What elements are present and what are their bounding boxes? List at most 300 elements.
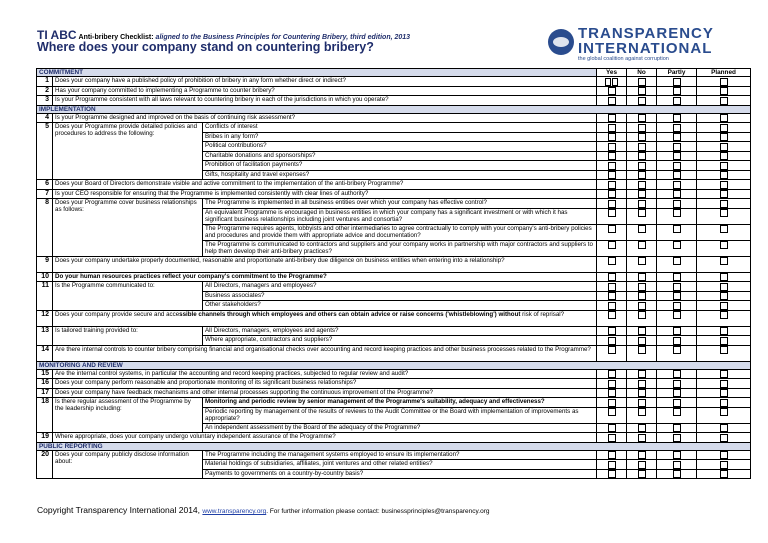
question-text: Are the internal control systems, in particular the accounting and record keeping practices, subjected to regular review and audit?: [53, 369, 597, 379]
yes-cell: [597, 161, 627, 171]
yes-cell: [597, 388, 627, 398]
checkbox[interactable]: [720, 283, 728, 291]
checkbox[interactable]: [608, 408, 616, 416]
section-row: [37, 361, 751, 369]
yes-cell: [597, 123, 627, 133]
no-cell: [627, 398, 657, 408]
checkbox[interactable]: [638, 292, 646, 300]
planned-cell: [697, 388, 751, 398]
question-number: 16: [37, 379, 53, 389]
table-row: [37, 379, 751, 389]
checkbox[interactable]: [638, 273, 646, 281]
checkbox[interactable]: [720, 424, 728, 432]
checkbox[interactable]: [673, 225, 681, 233]
sub-item: Payments to governments on a country-by-country basis?: [203, 469, 597, 479]
sub-item: The Programme including the management systems employed to ensure its implementation?: [203, 450, 597, 460]
checkbox[interactable]: [673, 389, 681, 397]
checkbox[interactable]: [720, 292, 728, 300]
no-cell: [627, 77, 657, 87]
sub-item-text: The Programme requires agents, lobbyists and other intermediaries to agree contractually to comply with your company's anti-: [205, 224, 551, 232]
yes-cell: [597, 469, 627, 479]
no-cell: [627, 369, 657, 379]
checkbox[interactable]: [608, 225, 616, 233]
no-cell: [627, 240, 657, 256]
table-row: [37, 96, 751, 106]
checkbox[interactable]: [673, 87, 681, 95]
question-text: Is there regular assessment of the Programme by the leadership including:: [53, 398, 203, 433]
checkbox[interactable]: [608, 200, 616, 208]
question-text: Does your Board of Directors demonstrate visible and active commitment to the implementation of the anti-bribery Programme?: [53, 180, 597, 190]
checkbox[interactable]: [673, 434, 681, 442]
checkbox[interactable]: [673, 114, 681, 122]
checkbox[interactable]: [673, 283, 681, 291]
question-number: 1: [37, 77, 53, 87]
checkbox[interactable]: [720, 327, 728, 335]
checkbox[interactable]: [638, 283, 646, 291]
checkbox[interactable]: [608, 434, 616, 442]
question-number: 10: [37, 272, 53, 282]
sub-item: The Programme is communicated to contractors and suppliers and your company works in partnership with major contractors and suppliers to help them develop their anti-bribery practices?: [203, 240, 597, 256]
checkbox[interactable]: [720, 434, 728, 442]
checkbox[interactable]: [673, 370, 681, 378]
no-cell: [627, 123, 657, 133]
checkbox[interactable]: [720, 171, 728, 179]
no-cell: [627, 272, 657, 282]
checkbox[interactable]: [673, 461, 681, 469]
partly-cell: [657, 345, 697, 361]
planned-cell: [697, 189, 751, 199]
planned-cell: [697, 113, 751, 123]
checkbox[interactable]: [720, 143, 728, 151]
checkbox[interactable]: [608, 162, 616, 170]
question-text: Where appropriate, does your company undergo voluntary independent assurance of the Programme?: [53, 433, 597, 443]
checkbox[interactable]: [673, 78, 681, 86]
partly-cell: [657, 433, 697, 443]
contact-text: . For further information please contact: businessprinciples@transparency.org: [266, 508, 490, 515]
checkbox[interactable]: [638, 78, 646, 86]
no-cell: [627, 132, 657, 142]
question-number: 5: [37, 123, 53, 180]
yes-cell: [597, 142, 627, 152]
checkbox[interactable]: [638, 346, 646, 354]
checkbox[interactable]: [638, 124, 646, 132]
yes-cell: [597, 291, 627, 301]
section-row: [37, 69, 751, 77]
checkbox[interactable]: [720, 241, 728, 249]
yes-cell: [597, 132, 627, 142]
checkbox[interactable]: [673, 302, 681, 310]
checkbox[interactable]: [720, 87, 728, 95]
checkbox[interactable]: [720, 451, 728, 459]
partly-cell: [657, 369, 697, 379]
table-row: [37, 180, 751, 190]
col-planned: Planned: [697, 69, 751, 77]
checkbox[interactable]: [638, 143, 646, 151]
checkbox[interactable]: [720, 181, 728, 189]
question-text: Does your company have a published policy of prohibition of bribery in any form whether direct or indirect?: [53, 77, 597, 87]
table-row: [37, 113, 751, 123]
subtitle-bold: Anti-bribery Checklist:: [78, 34, 154, 41]
question-number: 12: [37, 310, 53, 326]
checkbox[interactable]: [608, 114, 616, 122]
sub-item: Other stakeholders?: [203, 301, 597, 311]
checkbox[interactable]: [608, 470, 616, 478]
checkbox[interactable]: [673, 133, 681, 141]
checkbox[interactable]: [638, 152, 646, 160]
planned-cell: [697, 336, 751, 346]
question-number: 18: [37, 398, 53, 433]
planned-cell: [697, 151, 751, 161]
question-text: Does your Programme cover business relationships as follows:: [53, 199, 203, 257]
table-row: [37, 123, 751, 133]
partly-cell: [657, 310, 697, 326]
checkbox[interactable]: [720, 380, 728, 388]
checkbox[interactable]: [720, 200, 728, 208]
checkbox[interactable]: [638, 225, 646, 233]
yes-cell: [597, 240, 627, 256]
no-cell: [627, 208, 657, 224]
checkbox[interactable]: [673, 143, 681, 151]
subtitle-italic: aligned to the Business Principles for Countering Bribery, third edition, 2013: [155, 34, 411, 41]
question-text: Does your company publicly disclose information about:: [53, 450, 203, 479]
yes-cell: [597, 336, 627, 346]
logo-line2: INTERNATIONAL: [578, 40, 713, 57]
yes-cell: [597, 433, 627, 443]
table-row: [37, 256, 751, 272]
yes-cell: [597, 450, 627, 460]
checkbox[interactable]: [608, 370, 616, 378]
no-cell: [627, 113, 657, 123]
partly-cell: [657, 282, 697, 292]
checkbox[interactable]: [608, 152, 616, 160]
checkbox[interactable]: [720, 97, 728, 105]
partly-cell: [657, 379, 697, 389]
planned-cell: [697, 161, 751, 171]
checkbox[interactable]: [638, 209, 646, 217]
table-row: [37, 398, 751, 408]
no-cell: [627, 161, 657, 171]
partly-cell: [657, 208, 697, 224]
checkbox[interactable]: [608, 292, 616, 300]
no-cell: [627, 291, 657, 301]
checkbox[interactable]: [673, 408, 681, 416]
checkbox[interactable]: [608, 424, 616, 432]
question-number: 3: [37, 96, 53, 106]
no-cell: [627, 310, 657, 326]
col-no: No: [627, 69, 657, 77]
no-cell: [627, 326, 657, 336]
yes-cell: [597, 407, 627, 423]
checkbox[interactable]: [608, 380, 616, 388]
checkbox[interactable]: [720, 209, 728, 217]
col-yes: Yes: [597, 69, 627, 77]
table-row: [37, 86, 751, 96]
yes-cell: [597, 301, 627, 311]
question-text: Is your Programme consistent with all laws relevant to countering bribery in each of the jurisdictions in which you operate?: [53, 96, 597, 106]
checkbox[interactable]: [673, 311, 681, 319]
partly-cell: [657, 469, 697, 479]
checkbox[interactable]: [608, 273, 616, 281]
checkbox[interactable]: [608, 181, 616, 189]
section-title: PUBLIC REPORTING: [37, 442, 751, 450]
checkbox[interactable]: [608, 283, 616, 291]
checkbox[interactable]: [608, 399, 616, 407]
checkbox[interactable]: [608, 143, 616, 151]
partly-cell: [657, 113, 697, 123]
partly-cell: [657, 272, 697, 282]
checkbox[interactable]: [608, 190, 616, 198]
partly-cell: [657, 189, 697, 199]
checkbox[interactable]: [638, 171, 646, 179]
checkbox[interactable]: [720, 273, 728, 281]
checkbox[interactable]: [638, 97, 646, 105]
planned-cell: [697, 423, 751, 433]
checkbox[interactable]: [608, 311, 616, 319]
checkbox[interactable]: [608, 257, 616, 265]
no-cell: [627, 199, 657, 209]
partly-cell: [657, 256, 697, 272]
table-row: [37, 433, 751, 443]
yes-cell: [597, 224, 627, 240]
checkbox[interactable]: [608, 389, 616, 397]
checkbox[interactable]: [638, 408, 646, 416]
checkbox[interactable]: [638, 434, 646, 442]
checkbox[interactable]: [673, 190, 681, 198]
question-number: 20: [37, 450, 53, 479]
checkbox[interactable]: [673, 124, 681, 132]
planned-cell: [697, 407, 751, 423]
checkbox[interactable]: [673, 257, 681, 265]
sub-item: Gifts, hospitality and travel expenses?: [203, 170, 597, 180]
no-cell: [627, 151, 657, 161]
question-number: 11: [37, 282, 53, 311]
checkbox[interactable]: [638, 370, 646, 378]
sub-item: Conflicts of interest: [203, 123, 597, 133]
checkbox[interactable]: [720, 124, 728, 132]
checkbox[interactable]: [720, 461, 728, 469]
planned-cell: [697, 450, 751, 460]
question-text-part: ssible channels through which employees and others can obtain advice or raise concerns ('whistleblowing') without: [179, 310, 521, 318]
checkbox[interactable]: [608, 451, 616, 459]
planned-cell: [697, 345, 751, 361]
checkbox[interactable]: [638, 461, 646, 469]
checkbox[interactable]: [720, 346, 728, 354]
question-text: Is tailored training provided to:: [53, 326, 203, 345]
checkbox[interactable]: [673, 241, 681, 249]
checkbox[interactable]: [638, 114, 646, 122]
planned-cell: [697, 398, 751, 408]
checklist-table: [36, 68, 751, 479]
checkbox[interactable]: [673, 470, 681, 478]
page-title: Where does your company stand on countering bribery?: [37, 40, 374, 54]
table-row: [37, 310, 751, 326]
sub-item: Business associates?: [203, 291, 597, 301]
brand-label: TI ABC: [37, 28, 77, 42]
checkbox[interactable]: [608, 337, 616, 345]
no-cell: [627, 86, 657, 96]
table-row: [37, 345, 751, 361]
table-row: [37, 450, 751, 460]
partly-cell: [657, 450, 697, 460]
partly-cell: [657, 123, 697, 133]
partly-cell: [657, 199, 697, 209]
checkbox[interactable]: [638, 380, 646, 388]
checkbox[interactable]: [638, 389, 646, 397]
checkbox[interactable]: [720, 337, 728, 345]
planned-cell: [697, 301, 751, 311]
question-text: Does your company have feedback mechanisms and other internal processes supporting the continuous improvement of the Programme?: [53, 388, 597, 398]
checkbox[interactable]: [638, 424, 646, 432]
checkbox[interactable]: [720, 257, 728, 265]
checkbox[interactable]: [608, 241, 616, 249]
checkbox[interactable]: [673, 209, 681, 217]
checkbox[interactable]: [612, 78, 618, 86]
checkbox[interactable]: [720, 399, 728, 407]
checkbox[interactable]: [720, 162, 728, 170]
sub-item: [203, 224, 597, 240]
checkbox[interactable]: [673, 424, 681, 432]
no-cell: [627, 180, 657, 190]
checkbox[interactable]: [720, 152, 728, 160]
checkbox[interactable]: [673, 162, 681, 170]
no-cell: [627, 379, 657, 389]
checkbox[interactable]: [608, 124, 616, 132]
checkbox[interactable]: [673, 97, 681, 105]
sub-item: The Programme is implemented in all business entities over which your company has effective control?: [203, 199, 597, 209]
question-text: Do your human resources practices reflect your company's commitment to the Programme?: [53, 272, 597, 282]
checkbox[interactable]: [638, 133, 646, 141]
yes-cell: [597, 77, 627, 87]
website-link[interactable]: www.transparency.org: [202, 508, 267, 515]
checkbox[interactable]: [638, 241, 646, 249]
checkbox[interactable]: [638, 181, 646, 189]
checkbox[interactable]: [673, 451, 681, 459]
checkbox[interactable]: [608, 302, 616, 310]
partly-cell: [657, 388, 697, 398]
planned-cell: [697, 142, 751, 152]
checkbox[interactable]: [673, 292, 681, 300]
planned-cell: [697, 77, 751, 87]
checkbox[interactable]: [720, 408, 728, 416]
checkbox[interactable]: [608, 171, 616, 179]
checkbox[interactable]: [673, 346, 681, 354]
checkbox[interactable]: [673, 200, 681, 208]
checkbox[interactable]: [638, 470, 646, 478]
checkbox[interactable]: [638, 451, 646, 459]
checkbox[interactable]: [720, 225, 728, 233]
checkbox[interactable]: [720, 311, 728, 319]
yes-cell: [597, 369, 627, 379]
checkbox[interactable]: [673, 380, 681, 388]
checkbox[interactable]: [720, 78, 728, 86]
checkbox[interactable]: [720, 190, 728, 198]
checkbox[interactable]: [720, 389, 728, 397]
no-cell: [627, 407, 657, 423]
table-row: [37, 282, 751, 292]
yes-cell: [597, 379, 627, 389]
checkbox[interactable]: [720, 470, 728, 478]
checkbox[interactable]: [638, 399, 646, 407]
planned-cell: [697, 326, 751, 336]
checkbox[interactable]: [608, 209, 616, 217]
checkbox[interactable]: [638, 87, 646, 95]
sub-item: Charitable donations and sponsorships?: [203, 151, 597, 161]
no-cell: [627, 336, 657, 346]
checkbox[interactable]: [673, 171, 681, 179]
checkbox[interactable]: [638, 337, 646, 345]
planned-cell: [697, 379, 751, 389]
checkbox[interactable]: [673, 399, 681, 407]
checkbox[interactable]: [638, 302, 646, 310]
checkbox[interactable]: [673, 181, 681, 189]
planned-cell: [697, 199, 751, 209]
sub-item: Bribes in any form?: [203, 132, 597, 142]
question-number: 19: [37, 433, 53, 443]
checkbox[interactable]: [638, 190, 646, 198]
checkbox[interactable]: [720, 302, 728, 310]
checkbox[interactable]: [638, 327, 646, 335]
section-row: [37, 105, 751, 113]
partly-cell: [657, 240, 697, 256]
no-cell: [627, 469, 657, 479]
checkbox[interactable]: [638, 162, 646, 170]
question-number: 7: [37, 189, 53, 199]
checkbox[interactable]: [605, 78, 611, 86]
yes-cell: [597, 208, 627, 224]
question-text-part: risk of reprisal?: [522, 310, 565, 318]
footer: [37, 505, 489, 515]
partly-cell: [657, 336, 697, 346]
partly-cell: [657, 398, 697, 408]
partly-cell: [657, 301, 697, 311]
partly-cell: [657, 180, 697, 190]
partly-cell: [657, 291, 697, 301]
no-cell: [627, 345, 657, 361]
no-cell: [627, 460, 657, 470]
question-number: 9: [37, 256, 53, 272]
checkbox[interactable]: [608, 87, 616, 95]
checkbox[interactable]: [720, 114, 728, 122]
planned-cell: [697, 282, 751, 292]
checkbox[interactable]: [638, 200, 646, 208]
checkbox[interactable]: [638, 311, 646, 319]
planned-cell: [697, 460, 751, 470]
no-cell: [627, 433, 657, 443]
partly-cell: [657, 142, 697, 152]
checkbox[interactable]: [608, 346, 616, 354]
question-text-part: Does your company provide secure and acce: [55, 310, 180, 318]
yes-cell: [597, 199, 627, 209]
checkbox[interactable]: [720, 133, 728, 141]
checkbox[interactable]: [608, 461, 616, 469]
checkbox[interactable]: [673, 152, 681, 160]
checkbox[interactable]: [608, 327, 616, 335]
checkbox[interactable]: [673, 327, 681, 335]
partly-cell: [657, 132, 697, 142]
checkbox[interactable]: [673, 337, 681, 345]
partly-cell: [657, 460, 697, 470]
no-cell: [627, 388, 657, 398]
planned-cell: [697, 240, 751, 256]
checkbox[interactable]: [720, 370, 728, 378]
planned-cell: [697, 170, 751, 180]
checkbox[interactable]: [608, 133, 616, 141]
checkbox[interactable]: [673, 273, 681, 281]
checkbox[interactable]: [638, 257, 646, 265]
checkbox[interactable]: [608, 97, 616, 105]
planned-cell: [697, 310, 751, 326]
table-row: [37, 369, 751, 379]
